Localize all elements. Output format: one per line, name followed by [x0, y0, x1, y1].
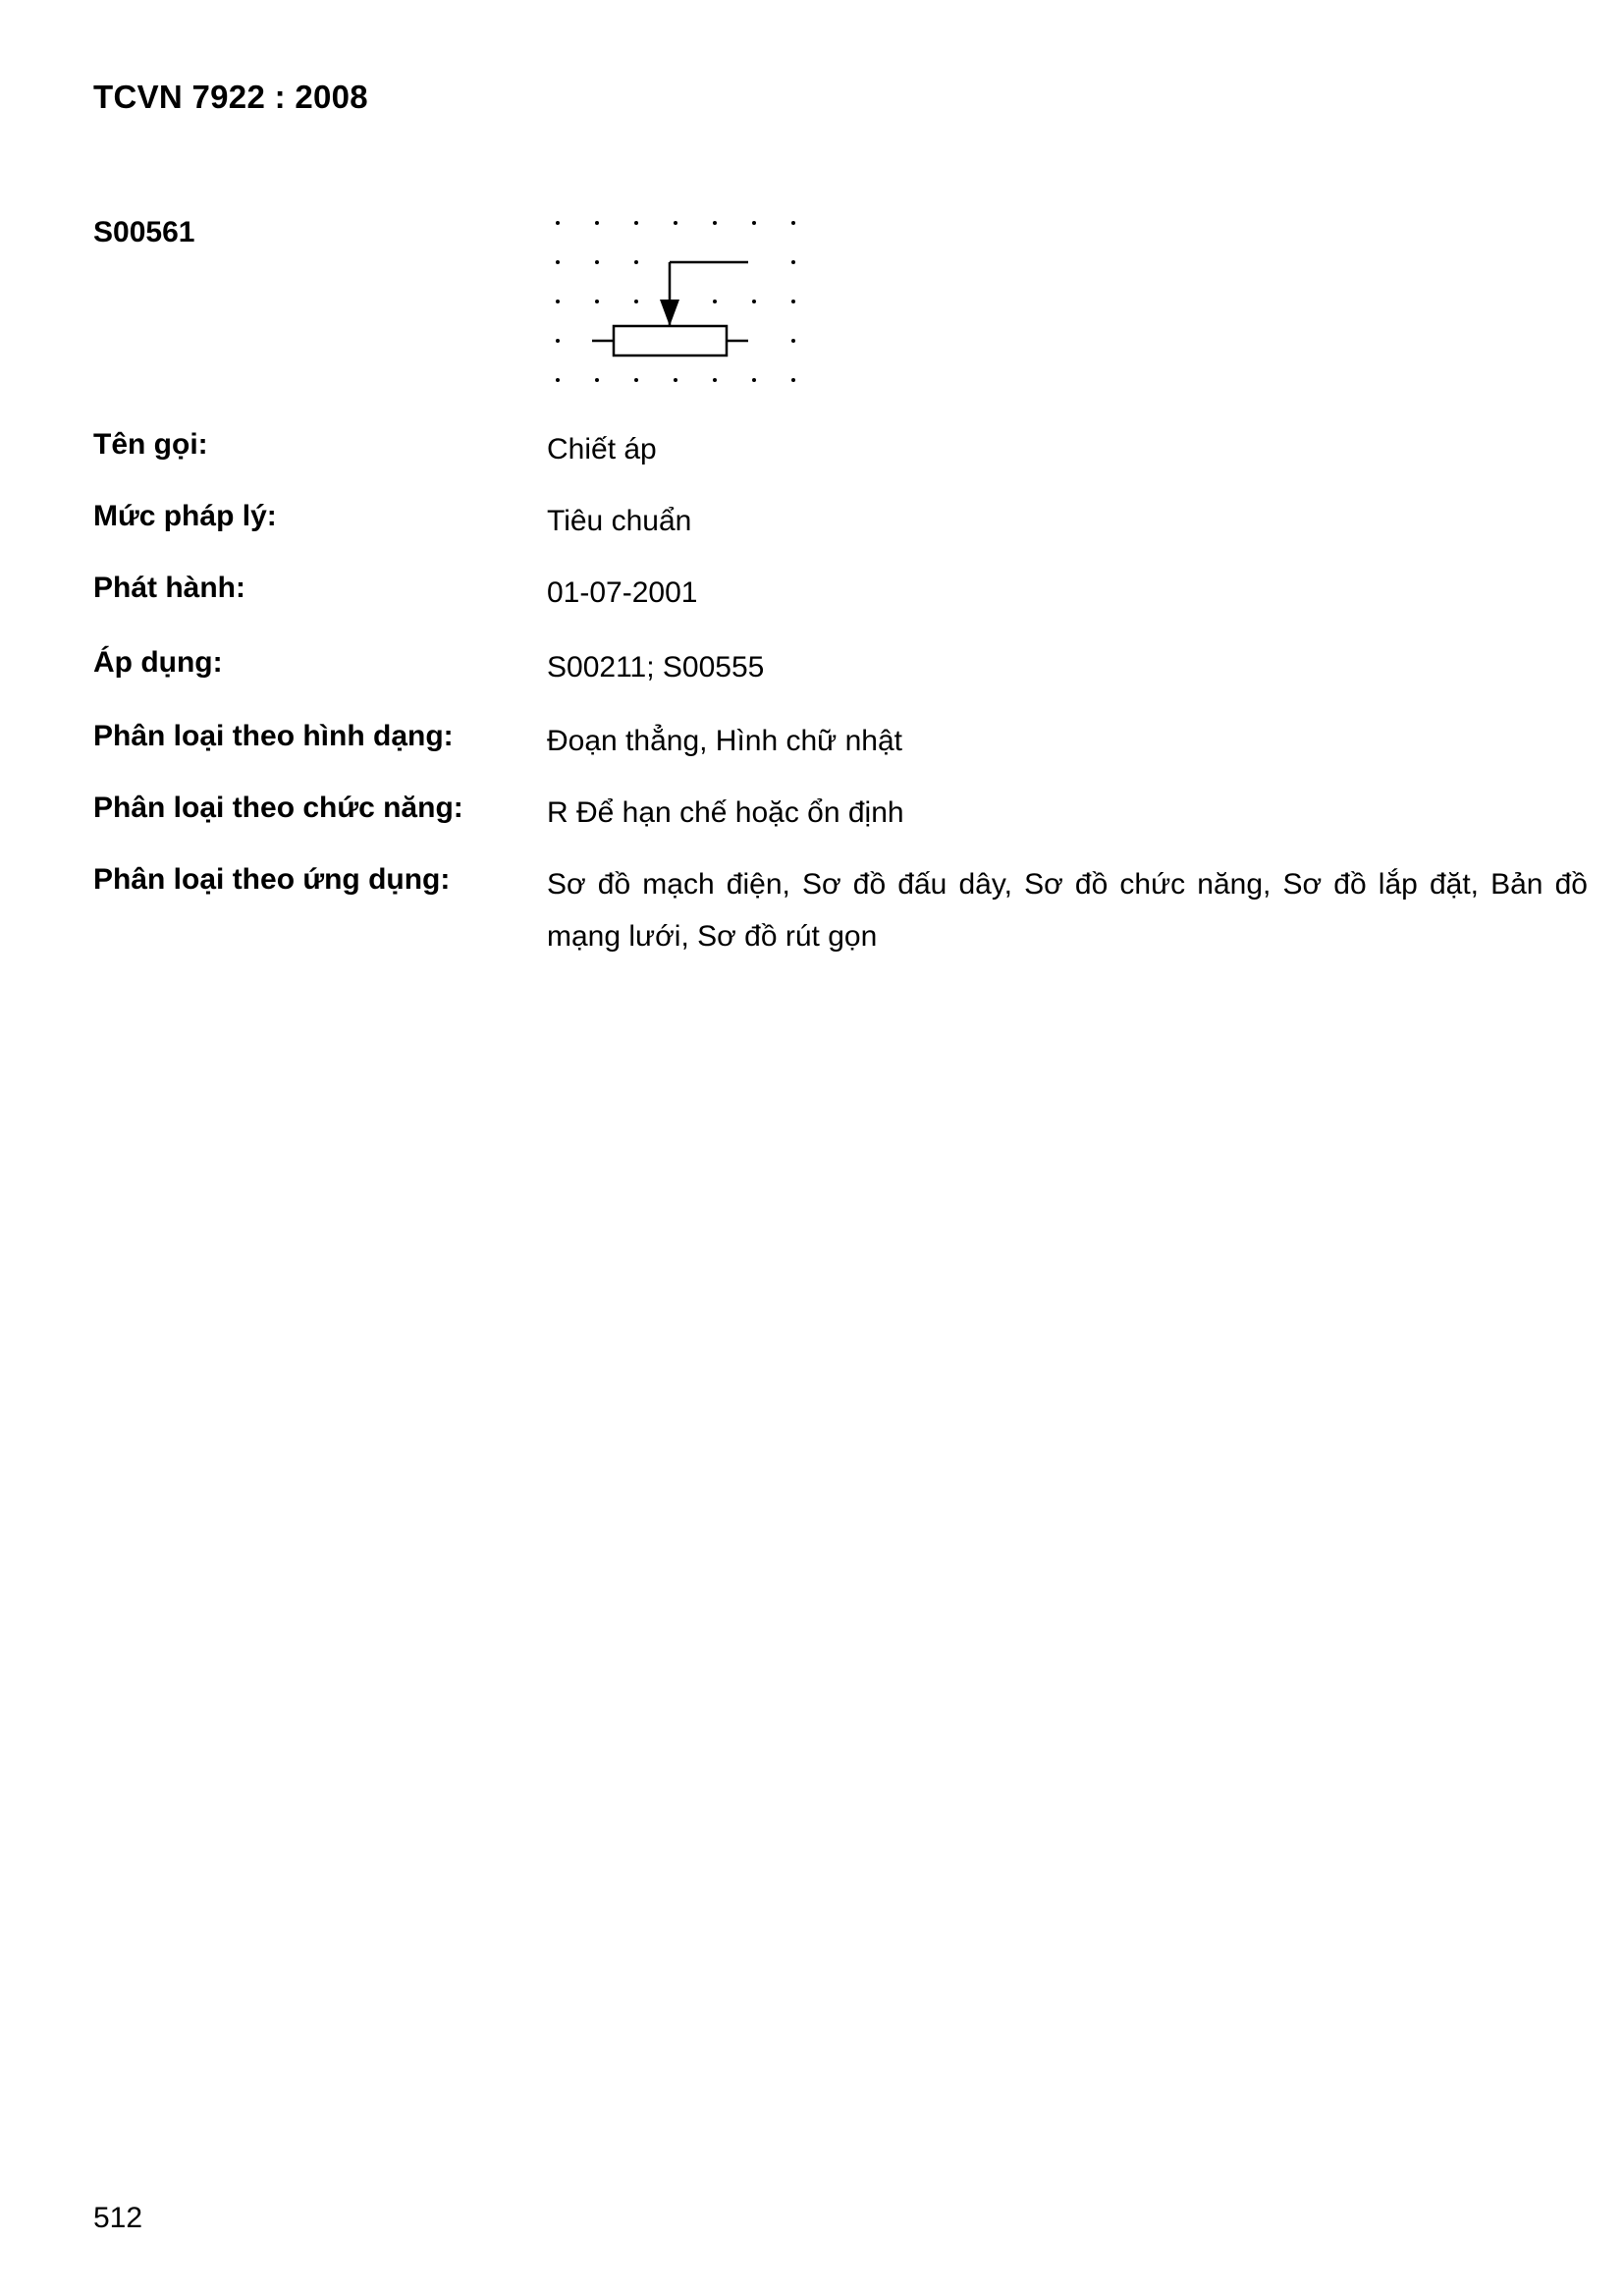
grid-dot: [791, 300, 795, 303]
field-label: Phân loại theo ứng dụng:: [93, 863, 451, 896]
field-label: Phân loại theo chức năng:: [93, 792, 463, 824]
grid-dot: [595, 300, 599, 303]
grid-dot: [556, 260, 560, 264]
field-label: Phát hành:: [93, 572, 245, 604]
field-value: 01-07-2001: [547, 576, 698, 609]
grid-dot: [674, 221, 677, 225]
standard-header: TCVN 7922 : 2008: [93, 79, 368, 115]
field-label: Áp dụng:: [93, 646, 223, 679]
resistor-body: [614, 326, 727, 355]
field-label: Mức pháp lý:: [93, 500, 277, 532]
grid-dot: [791, 339, 795, 343]
field-label: Phân loại theo hình dạng:: [93, 720, 454, 752]
grid-dot: [713, 221, 717, 225]
grid-dot: [634, 260, 638, 264]
grid-dot: [556, 300, 560, 303]
grid-dot: [791, 378, 795, 382]
field-value: R Để hạn chế hoặc ổn định: [547, 796, 904, 829]
field-value: S00211; S00555: [547, 651, 765, 683]
grid-dot: [556, 221, 560, 225]
field-value: Sơ đồ mạch điện, Sơ đồ đấu dây, Sơ đồ chức năng, Sơ đồ lắp đặt, Bản đồ mạng lưới, Sơ đồ rút gọn: [547, 868, 1588, 953]
grid-dot: [752, 378, 756, 382]
symbol-code: S00561: [93, 216, 195, 248]
grid-dot: [674, 378, 677, 382]
grid-dot: [595, 378, 599, 382]
grid-dot: [752, 221, 756, 225]
grid-dot: [595, 221, 599, 225]
potentiometer-symbol-icon: [538, 211, 813, 388]
field-value: Đoạn thẳng, Hình chữ nhật: [547, 725, 902, 757]
grid-dot: [752, 300, 756, 303]
grid-dot: [556, 378, 560, 382]
wiper-arrow-icon: [660, 300, 679, 326]
grid-dot: [634, 378, 638, 382]
field-value: Chiết áp: [547, 433, 657, 465]
grid-dot: [595, 260, 599, 264]
grid-dot: [713, 300, 717, 303]
grid-dot: [791, 260, 795, 264]
grid-dot: [791, 221, 795, 225]
field-label: Tên gọi:: [93, 428, 208, 461]
grid-dot: [556, 339, 560, 343]
field-value: Tiêu chuẩn: [547, 505, 692, 537]
grid-dot: [634, 221, 638, 225]
grid-dot: [634, 300, 638, 303]
grid-dot: [713, 378, 717, 382]
page-number: 512: [93, 2202, 143, 2234]
